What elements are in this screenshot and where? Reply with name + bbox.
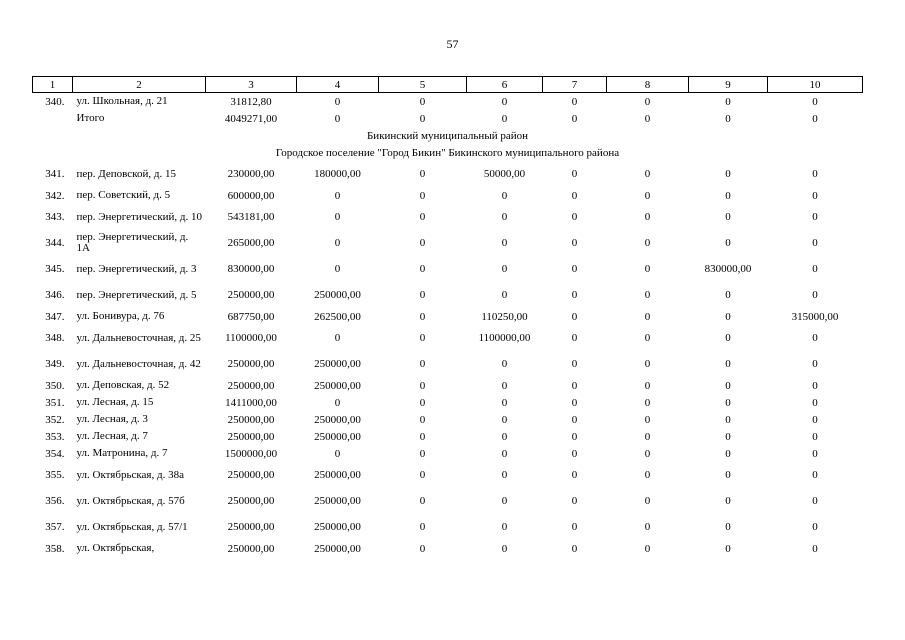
value-cell: 250000,00 [227,358,275,370]
address-cell: ул. Октябрьская, [76,542,155,554]
address-cell: Итого [76,112,105,124]
row-number [33,110,73,127]
value-cell: 0 [571,332,578,344]
value-cell: 0 [419,189,426,202]
value-cell: 0 [334,396,341,409]
value-cell: 0 [644,396,651,409]
value-cell: 0 [419,237,426,249]
value-cell: 0 [725,189,731,202]
value-cell: 0 [644,469,651,481]
value-cell: 0 [334,332,341,344]
section-title: Городское поселение "Город Бикин" Бикинского муниципального района [275,146,620,159]
value-cell: 0 [644,263,651,275]
value-cell: 0 [571,95,578,108]
row-number: 353. [45,430,65,443]
value-cell: 0 [725,289,731,301]
value-cell: 0 [571,447,578,460]
table-row [33,161,863,187]
row-number: 348. [45,332,65,344]
value-cell: 0 [812,521,818,533]
value-cell: 0 [571,430,578,443]
table-row [33,445,863,462]
value-cell: 0 [812,495,818,507]
value-cell: 0 [644,332,651,344]
value-cell: 0 [419,332,426,344]
value-cell: 0 [501,237,508,249]
value-cell: 0 [419,95,426,108]
value-cell: 0 [571,112,578,125]
value-cell: 0 [725,413,731,426]
value-cell: 250000,00 [227,521,275,533]
value-cell: 250000,00 [227,542,275,555]
value-cell: 180000,00 [314,168,361,180]
address-cell: пер. Энергетический, д. 10 [76,210,203,223]
value-cell: 0 [419,211,426,223]
value-cell: 0 [419,495,426,507]
column-header: 10 [768,77,863,93]
address-cell: ул. Дальневосточная, д. 42 [76,357,201,370]
value-cell: 0 [501,289,508,301]
value-cell: 0 [725,237,731,249]
address-cell: ул. Дальневосточная, д. 25 [76,331,201,344]
value-cell: 0 [571,396,578,409]
value-cell: 250000,00 [314,469,361,481]
value-cell: 0 [725,168,731,180]
value-cell: 0 [419,542,426,555]
value-cell: 0 [571,168,578,180]
row-number: 356. [45,495,65,507]
column-header: 1 [33,77,73,93]
value-cell: 0 [644,95,651,108]
value-cell: 50000,00 [483,168,526,180]
address-cell: пер. Энергетический, д. 1А [76,231,189,254]
value-cell: 262500,00 [314,310,361,323]
value-cell: 1100000,00 [225,332,277,344]
value-cell: 0 [571,413,578,426]
value-cell: 0 [571,289,578,301]
value-cell: 0 [812,237,818,249]
value-cell: 0 [571,521,578,533]
section-title: Бикинский муниципальный район [366,129,529,142]
table-row [33,394,863,411]
value-cell: 0 [334,189,341,202]
value-cell: 0 [725,521,731,533]
value-cell: 0 [644,310,651,323]
value-cell: 0 [644,168,651,180]
table-row [33,230,863,256]
value-cell: 0 [501,95,508,108]
row-number: 354. [45,447,65,460]
column-header: 2 [73,77,206,93]
value-cell: 0 [812,430,818,443]
value-cell: 0 [644,430,651,443]
value-cell: 0 [571,237,578,249]
value-cell: 0 [501,521,508,533]
table-row [33,308,863,325]
value-cell: 250000,00 [227,430,275,443]
value-cell: 0 [725,211,731,223]
value-cell: 250000,00 [227,413,275,426]
value-cell: 0 [812,95,818,108]
value-cell: 0 [644,495,651,507]
value-cell: 0 [725,379,731,392]
address-cell: ул. Лесная, д. 3 [76,413,148,425]
column-header: 9 [689,77,768,93]
value-cell: 0 [334,237,341,249]
value-cell: 250000,00 [227,469,275,481]
value-cell: 0 [419,168,426,180]
table-row [33,325,863,351]
value-cell: 0 [725,396,731,409]
value-cell: 0 [812,413,818,426]
column-header: 5 [379,77,467,93]
row-number: 355. [45,469,65,481]
address-cell: ул. Деповская, д. 52 [76,379,170,391]
value-cell: 0 [501,413,508,426]
value-cell: 250000,00 [227,495,275,507]
value-cell: 250000,00 [314,289,361,301]
column-number-header [33,77,863,93]
value-cell: 0 [419,413,426,426]
value-cell: 0 [571,358,578,370]
value-cell: 0 [571,310,578,323]
value-cell: 0 [725,447,731,460]
address-cell: пер. Деповской, д. 15 [76,167,176,180]
value-cell: 0 [725,358,731,370]
value-cell: 0 [644,358,651,370]
row-number: 349. [45,358,65,370]
value-cell: 265000,00 [227,237,275,249]
address-cell: ул. Лесная, д. 7 [76,430,148,442]
row-number: 352. [45,413,65,426]
address-cell: ул. Октябрьская, д. 38а [76,468,184,481]
address-cell: ул. Матронина, д. 7 [76,447,168,459]
value-cell: 0 [419,396,426,409]
value-cell: 0 [812,447,818,460]
value-cell: 0 [644,189,651,202]
column-header: 8 [607,77,689,93]
value-cell: 0 [334,211,341,223]
value-cell: 0 [725,495,731,507]
value-cell: 830000,00 [704,263,752,275]
value-cell: 0 [501,542,508,555]
row-number: 357. [45,521,65,533]
value-cell: 250000,00 [227,379,275,392]
value-cell: 0 [501,447,508,460]
value-cell: 0 [571,542,578,555]
value-cell: 0 [644,379,651,392]
value-cell: 0 [644,289,651,301]
value-cell: 0 [501,379,508,392]
value-cell: 0 [571,263,578,275]
table-row [33,110,863,127]
value-cell: 0 [419,379,426,392]
value-cell: 0 [501,263,508,275]
section-title-row [33,144,863,161]
value-cell: 0 [725,310,731,323]
address-cell: ул. Октябрьская, д. 57б [76,494,185,507]
value-cell: 0 [812,542,818,555]
value-cell: 0 [812,211,818,223]
row-number: 342. [45,189,65,202]
row-number: 358. [45,542,65,555]
value-cell: 4049271,00 [224,112,278,125]
value-cell: 0 [812,263,818,275]
table-row [33,540,863,557]
value-cell: 0 [501,112,508,125]
table-row [33,351,863,377]
value-cell: 0 [644,521,651,533]
value-cell: 0 [812,379,818,392]
value-cell: 0 [725,469,731,481]
value-cell: 0 [812,168,818,180]
value-cell: 250000,00 [314,521,361,533]
table-row [33,93,863,111]
value-cell: 0 [501,495,508,507]
address-cell: ул. Лесная, д. 15 [76,396,154,408]
value-cell: 250000,00 [314,379,361,392]
value-cell: 0 [419,521,426,533]
value-cell: 0 [644,211,651,223]
value-cell: 250000,00 [314,358,361,370]
value-cell: 0 [812,469,818,481]
address-cell: пер. Советский, д. 5 [76,189,171,201]
value-cell: 0 [644,237,651,249]
budget-table [32,76,863,557]
value-cell: 0 [419,447,426,460]
row-number: 351. [45,396,65,409]
table-row [33,256,863,282]
value-cell: 0 [571,189,578,202]
value-cell: 0 [419,310,426,323]
value-cell: 1100000,00 [478,332,531,344]
table-row [33,204,863,230]
value-cell: 0 [419,289,426,301]
value-cell: 543181,00 [227,211,275,223]
value-cell: 1500000,00 [224,447,278,460]
value-cell: 110250,00 [481,310,528,323]
value-cell: 0 [725,112,731,125]
value-cell: 0 [419,263,426,275]
value-cell: 0 [334,112,341,125]
value-cell: 687750,00 [227,310,275,323]
value-cell: 0 [501,211,508,223]
value-cell: 0 [501,358,508,370]
value-cell: 0 [419,430,426,443]
value-cell: 1411000,00 [225,396,277,409]
address-cell: пер. Энергетический, д. 5 [76,288,197,301]
value-cell: 0 [334,95,341,108]
value-cell: 830000,00 [227,263,275,275]
column-header: 3 [206,77,297,93]
value-cell: 0 [644,413,651,426]
value-cell: 0 [501,469,508,481]
value-cell: 250000,00 [314,413,361,426]
table-row [33,377,863,394]
value-cell: 0 [334,263,341,275]
value-cell: 0 [571,469,578,481]
value-cell: 0 [812,396,818,409]
column-header: 4 [297,77,379,93]
value-cell: 250000,00 [227,289,275,301]
value-cell: 0 [812,189,818,202]
value-cell: 0 [812,332,818,344]
value-cell: 0 [644,447,651,460]
table-row [33,282,863,308]
value-cell: 0 [419,358,426,370]
column-header: 7 [543,77,607,93]
value-cell: 0 [501,189,508,202]
section-title-row [33,127,863,144]
address-cell: ул. Бонивура, д. 76 [76,310,165,322]
row-number: 341. [45,168,65,180]
page-number: 57 [446,37,459,51]
table-row [33,187,863,204]
table-body [33,93,863,558]
table-row [33,514,863,540]
value-cell: 0 [571,379,578,392]
value-cell: 31812,80 [230,95,272,108]
address-cell: пер. Энергетический, д. 3 [76,262,197,275]
value-cell: 0 [501,430,508,443]
value-cell: 0 [725,95,731,108]
row-number: 347. [45,310,65,323]
value-cell: 0 [571,211,578,223]
value-cell: 0 [725,332,731,344]
value-cell: 0 [812,289,818,301]
value-cell: 0 [725,430,731,443]
value-cell: 0 [644,542,651,555]
value-cell: 0 [812,358,818,370]
address-cell: ул. Школьная, д. 21 [76,95,168,107]
address-cell: ул. Октябрьская, д. 57/1 [76,520,188,533]
row-number: 344. [45,237,65,249]
value-cell: 0 [725,542,731,555]
value-cell: 0 [571,495,578,507]
row-number: 343. [45,211,65,223]
value-cell: 250000,00 [314,495,361,507]
value-cell: 315000,00 [791,310,839,323]
value-cell: 250000,00 [314,430,361,443]
value-cell: 230000,00 [227,168,275,180]
table-row [33,411,863,428]
table-row [33,428,863,445]
value-cell: 0 [644,112,651,125]
value-cell: 0 [812,112,818,125]
value-cell: 600000,00 [227,189,275,202]
value-cell: 0 [419,469,426,481]
row-number: 340. [45,95,65,108]
column-header: 6 [467,77,543,93]
row-number: 350. [45,379,65,392]
value-cell: 0 [501,396,508,409]
row-number: 345. [45,263,65,275]
value-cell: 0 [419,112,426,125]
table-row [33,488,863,514]
row-number: 346. [45,289,65,301]
value-cell: 0 [334,447,341,460]
value-cell: 250000,00 [314,542,361,555]
table-row [33,462,863,488]
